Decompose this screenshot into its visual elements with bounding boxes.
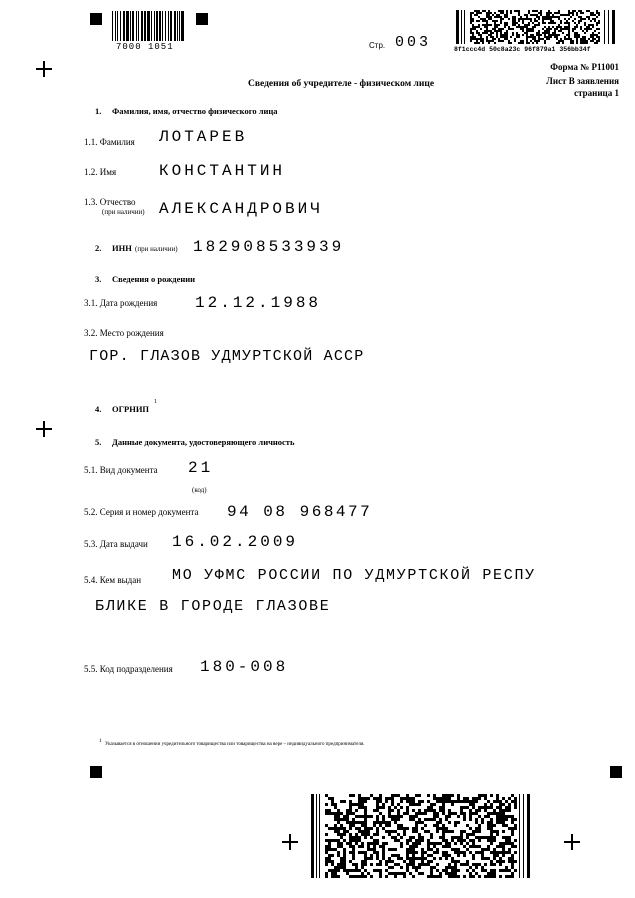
page-number: 003 [395, 34, 432, 51]
birth-place-value[interactable]: ГОР. ГЛАЗОВ УДМУРТСКОЙ АССР [89, 348, 365, 365]
ogrnip-number: 4. [95, 404, 102, 414]
first-name-label: 1.2. Имя [84, 167, 117, 177]
division-code-value[interactable]: 180-008 [200, 658, 289, 676]
registration-cross [282, 834, 298, 850]
sheet-page: страница 1 [574, 88, 619, 98]
registration-cross [36, 421, 52, 437]
footnote-text: Указывается в отношении учредительного товарищества или товарищества на вере – индивидуального предпринимателя. [105, 742, 365, 747]
inn-note: (при наличии) [135, 245, 178, 253]
inn-label: ИНН [112, 243, 132, 253]
barcode-number: 7000 1051 [116, 42, 174, 52]
doc-type-note: (код) [192, 486, 207, 494]
sheet-name: Лист В заявления [546, 76, 619, 86]
corner-marker [196, 13, 208, 25]
last-name-label: 1.1. Фамилия [84, 137, 135, 147]
document-hash: 8f1ccc4d 50c8a23c 96f879a1 356bb34f [454, 46, 591, 53]
form-number: Форма № Р11001 [550, 62, 619, 72]
birth-date-value[interactable]: 12.12.1988 [195, 294, 322, 312]
pdf417-barcode [456, 10, 616, 44]
inn-number: 2. [95, 243, 102, 253]
birth-date-label: 3.1. Дата рождения [84, 298, 158, 308]
doc-series-label: 5.2. Серия и номер документа [84, 507, 199, 517]
section-5-title: Данные документа, удостоверяющего личность [112, 437, 295, 447]
page-title: Сведения об учредителе - физическом лице [248, 79, 435, 89]
section-3-number: 3. [95, 274, 102, 284]
birth-place-label: 3.2. Место рождения [84, 328, 164, 338]
footnote-number: 1 [99, 738, 102, 744]
ogrnip-label: ОГРНИП [112, 404, 150, 414]
issuer-value-line2[interactable]: БЛИКЕ В ГОРОДЕ ГЛАЗОВЕ [95, 598, 331, 615]
patronymic-note: (при наличии) [102, 208, 145, 216]
ogrnip-footnote-ref: 1 [154, 399, 157, 405]
section-5-number: 5. [95, 437, 102, 447]
section-1-number: 1. [95, 106, 102, 116]
pdf417-barcode-bottom [311, 794, 531, 878]
doc-type-value[interactable]: 21 [188, 459, 214, 477]
doc-series-value[interactable]: 94 08 968477 [227, 503, 373, 521]
section-1-title: Фамилия, имя, отчество физического лица [112, 106, 278, 116]
issuer-value-line1[interactable]: МО УФМС РОССИИ ПО УДМУРТСКОЙ РЕСПУ [172, 567, 536, 584]
issue-date-value[interactable]: 16.02.2009 [172, 533, 299, 551]
issue-date-label: 5.3. Дата выдачи [84, 539, 148, 549]
last-name-value[interactable]: ЛОТАРЕВ [159, 128, 248, 146]
division-code-label: 5.5. Код подразделения [84, 664, 173, 674]
first-name-value[interactable]: КОНСТАНТИН [159, 162, 286, 180]
page-label: Стр. [369, 41, 386, 50]
inn-value[interactable]: 182908533939 [193, 238, 345, 256]
linear-barcode [112, 11, 186, 41]
patronymic-label: 1.3. Отчество [84, 197, 136, 207]
corner-marker [610, 766, 622, 778]
corner-marker [90, 13, 102, 25]
registration-cross [564, 834, 580, 850]
registration-cross [36, 61, 52, 77]
corner-marker [90, 766, 102, 778]
issuer-label: 5.4. Кем выдан [84, 575, 142, 585]
section-3-title: Сведения о рождении [112, 274, 196, 284]
doc-type-label: 5.1. Вид документа [84, 465, 158, 475]
patronymic-value[interactable]: АЛЕКСАНДРОВИЧ [159, 200, 323, 218]
